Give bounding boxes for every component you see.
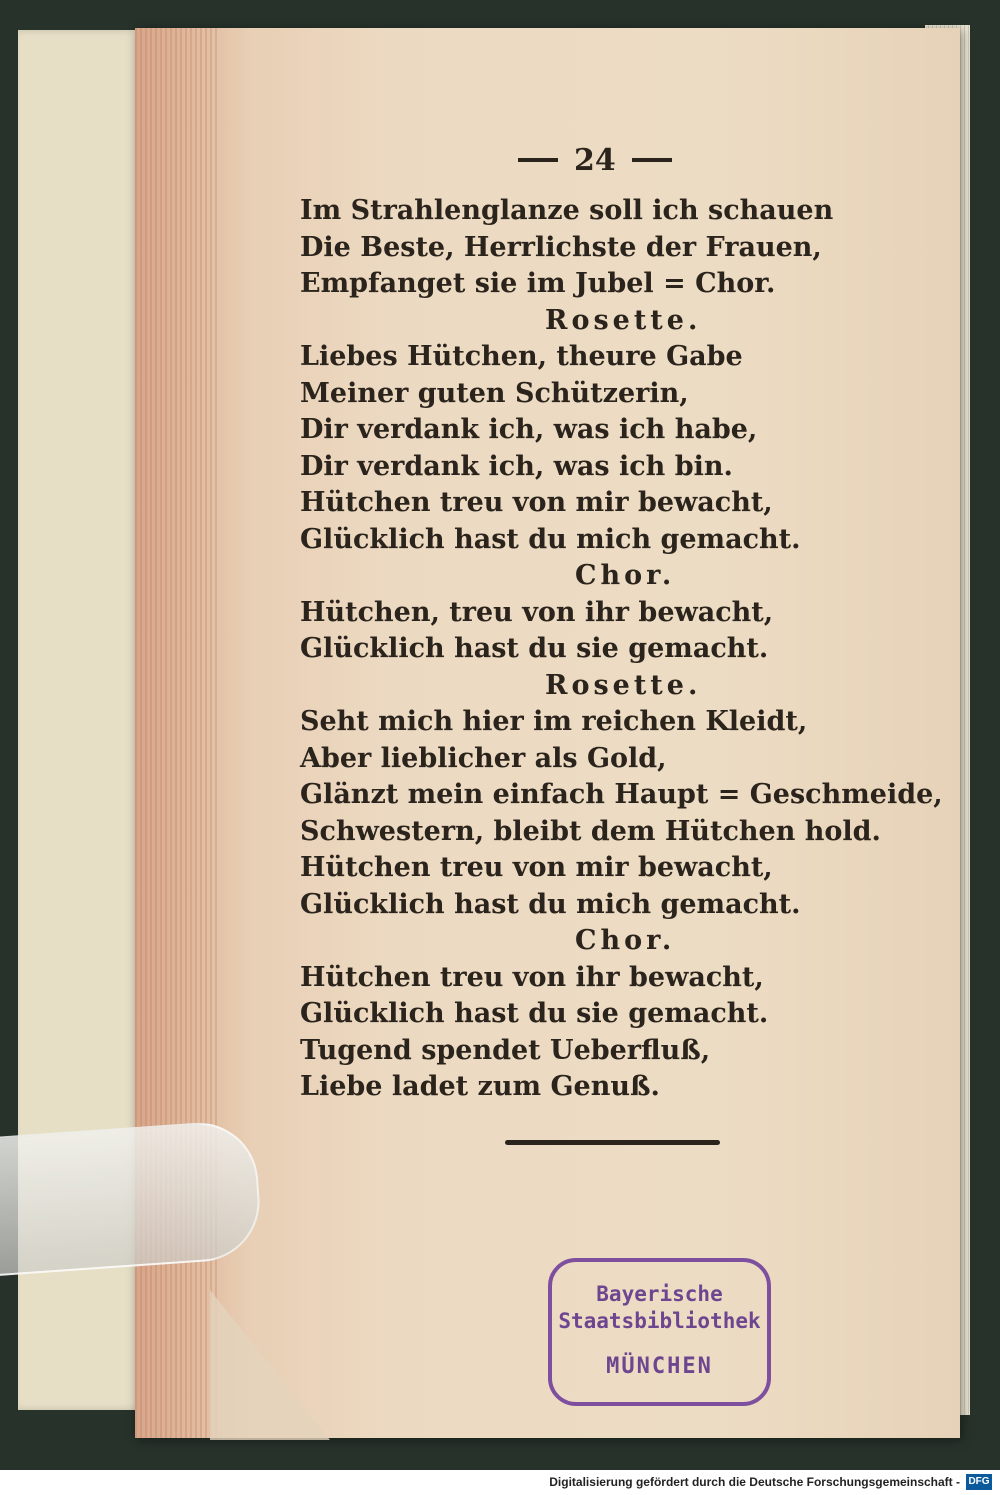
footer-credit: Digitalisierung gefördert durch die Deutsche Forschungsgemeinschaft - <box>549 1475 960 1489</box>
page-number: 24 <box>574 142 616 178</box>
stamp-line-3: MÜNCHEN <box>606 1354 713 1379</box>
header-dash-left <box>518 158 558 162</box>
verse-line: Schwestern, bleibt dem Hütchen hold. <box>300 815 881 847</box>
verse-line: Tugend spendet Ueberfluß, <box>300 1034 711 1066</box>
speaker-name: Chor. <box>575 925 676 956</box>
verse-line: Glücklich hast du mich gemacht. <box>300 888 801 920</box>
verse-line: Im Strahlenglanze soll ich schauen <box>300 195 834 226</box>
verse-line: Aber lieblicher als Gold, <box>300 742 667 774</box>
speaker-name: Rosette. <box>545 669 702 701</box>
verse-line: Glücklich hast du sie gemacht. <box>300 633 769 664</box>
page-header <box>518 140 718 180</box>
verse-line: Liebe ladet zum Genuß. <box>300 1071 660 1102</box>
verse-line: Glücklich hast du sie gemacht. <box>300 998 769 1029</box>
verse-line: Meiner guten Schützerin, <box>300 377 689 409</box>
verse-line: Dir verdank ich, was ich habe, <box>300 414 758 445</box>
verse-line: Hütchen treu von mir bewacht, <box>300 487 773 518</box>
verse-line: Empfanget sie im Jubel = Chor. <box>300 268 776 299</box>
library-stamp <box>548 1258 771 1406</box>
verse-line: Dir verdank ich, was ich bin. <box>300 450 733 482</box>
stamp-line-1: Bayerische <box>596 1282 723 1306</box>
verse-line: Glücklich hast du mich gemacht. <box>300 523 801 555</box>
verse-line: Hütchen, treu von ihr bewacht, <box>300 596 774 628</box>
plastic-clip <box>0 1119 264 1276</box>
footer-bar <box>0 1470 1000 1495</box>
end-rule <box>505 1140 720 1145</box>
speaker-name: Rosette. <box>545 304 702 336</box>
verse-line: Die Beste, Herrlichste der Frauen, <box>300 231 822 263</box>
verse-line: Hütchen treu von ihr bewacht, <box>300 961 764 993</box>
speaker-name: Chor. <box>575 560 676 591</box>
stamp-line-2: Staatsbibliothek <box>558 1309 761 1333</box>
verse-line: Glänzt mein einfach Haupt = Geschmeide, <box>300 779 943 810</box>
verse-line: Hütchen treu von mir bewacht, <box>300 852 773 883</box>
header-dash-right <box>632 158 672 162</box>
verse-line: Liebes Hütchen, theure Gabe <box>300 341 743 372</box>
dfg-logo-icon: DFG <box>966 1474 992 1490</box>
verse-line: Seht mich hier im reichen Kleidt, <box>300 706 808 737</box>
